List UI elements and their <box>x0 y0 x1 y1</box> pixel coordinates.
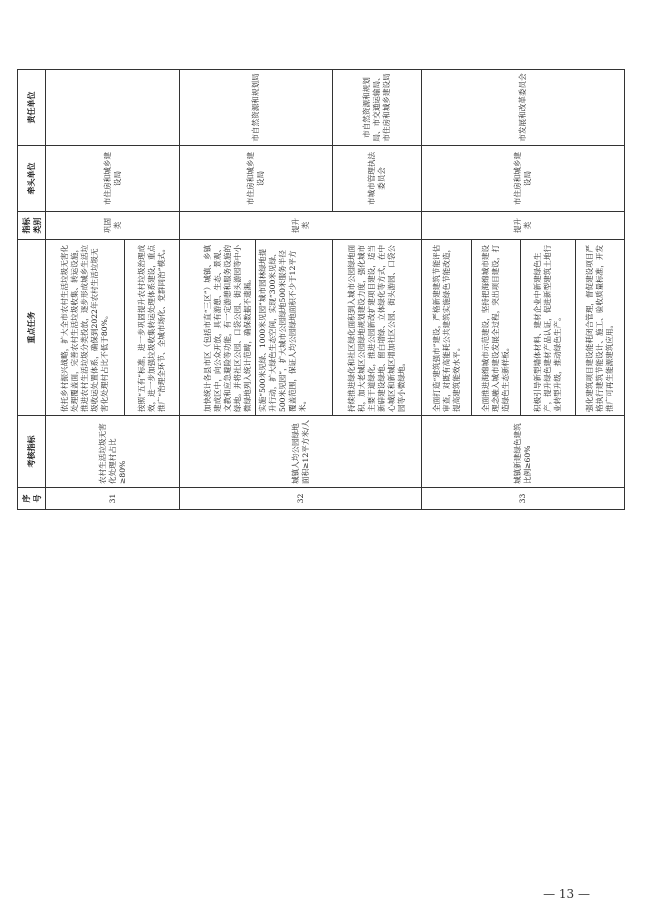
header-type: 指标类别 <box>18 212 46 240</box>
row32-task2: 实施“500米见绿、1000米见园”城市园林绿地提升行动，扩大绿色生态空间，实现“300米见绿、500米见园”，扩大城市公园绿地500米服务半径覆盖范围，保证人均公园绿地面积不少于12平方米。 <box>257 248 307 412</box>
row32-task1-2 <box>180 240 333 416</box>
rotated-table-container <box>17 70 625 510</box>
row32-resp1: 市自然资源和规划局 <box>180 70 333 146</box>
header-resp: 责任单位 <box>18 70 46 146</box>
header-task: 重点任务 <box>18 240 46 416</box>
table-row <box>46 70 125 510</box>
row31-lead: 市住房和城乡建设局 <box>46 146 180 212</box>
row31-type: 巩固类 <box>46 212 180 240</box>
row33-task3: 积极引导新型墙体材料、建材企业中新建绿色生产，提升绿色建材产品认证，促进新型建筑土地行业转型升级，推动绿色生产。 <box>520 240 575 416</box>
header-indicator: 考核指标 <box>18 416 46 488</box>
row32-resp2: 市自然资源和规划局、市交通运输局、市住房和城乡建设局 <box>333 70 422 146</box>
row32-indicator: 城镇人均公园绿地面积≥12平方米/人 <box>180 416 422 488</box>
row31-resp <box>46 70 180 146</box>
row33-resp: 市发展和改革委员会 <box>422 70 625 146</box>
row32-no: 32 <box>180 488 422 510</box>
page-number: — 13 — <box>543 887 590 901</box>
row31-no: 31 <box>46 488 180 510</box>
row33-no: 33 <box>422 488 625 510</box>
header-lead: 牵头单位 <box>18 146 46 212</box>
table-row <box>180 70 333 510</box>
table-row <box>422 70 471 510</box>
row33-type: 提升类 <box>422 212 625 240</box>
row33-lead: 市住房和城乡建设局 <box>422 146 625 212</box>
row31-task1: 依托乡村振兴战略，扩大全市农村生活垃圾无害化处理覆盖面，完善农村生活垃圾收集、转运设施，推进农村生活垃圾分类投放，逐步形成城乡生活垃圾收运处置体系，确保到2022年农村生活垃圾无害化处理村占比不低于80%。 <box>46 240 125 416</box>
header-no: 序号 <box>18 488 46 510</box>
row33-task4: 强化建筑项目建设能耗闭合管理，督促建设项目严格执行建筑节能设计、施工、验收质量标准，开发推广可再生能源建筑应用。 <box>575 240 624 416</box>
row33-task1: 全面打造“建筑强市”建设，严格新建建筑节能评估审查，对既有高能耗公共建筑实施绿色节能改造，提高建筑能效水平。 <box>422 240 471 416</box>
row31-task2: 按照“五有”标准，进一步巩固提升农村垃圾治理成效，进一步加强垃圾收集转运处理体系建设，重点推广“治理全环节、全城市场化、党群同治”模式。 <box>125 240 180 416</box>
assessment-table <box>17 69 625 510</box>
row32-task1: 加快统计各县市区（包括市直“三区”）城镇、乡镇建成区中，向公众开放，具有游憩、生态、景观、文教和应急避险等功能，有一定游憩和服务设施的绿地。并将社区公园、口袋公园、街头游园等中小微绿地列入统计范畴，确保数据不遗漏。 <box>203 240 256 415</box>
row32-lead1: 市住房和城乡建设局 <box>180 146 333 212</box>
row32-task3: 持续推进绿化和社区绿化面积到入城市公园绿地面积，加大老城区公园绿地规划建设力度，强化城市主要干道绿化，推进公园新改扩建项目建设，适当新辟建设绿地、留白增绿、立体绿化等方式，在中心城区和新城区增加社区公园、街头游园、口袋公园等小微绿地。 <box>333 240 422 416</box>
row31-indicator: 农村生活垃圾无害化处理村占比≥80% <box>46 416 180 488</box>
row32-type: 提升类 <box>180 212 422 240</box>
header-row <box>18 70 46 510</box>
row33-task2: 全面推进海绵城市示范建设，坚持把海绵城市建设理念融入城市建设发展全过程，突出项目建设，打造绿色生态新样板。 <box>471 240 520 416</box>
row32-lead2: 市城市管理执法委员会 <box>333 146 422 212</box>
row33-indicator: 城镇新建绿色建筑比例≥60% <box>422 416 625 488</box>
